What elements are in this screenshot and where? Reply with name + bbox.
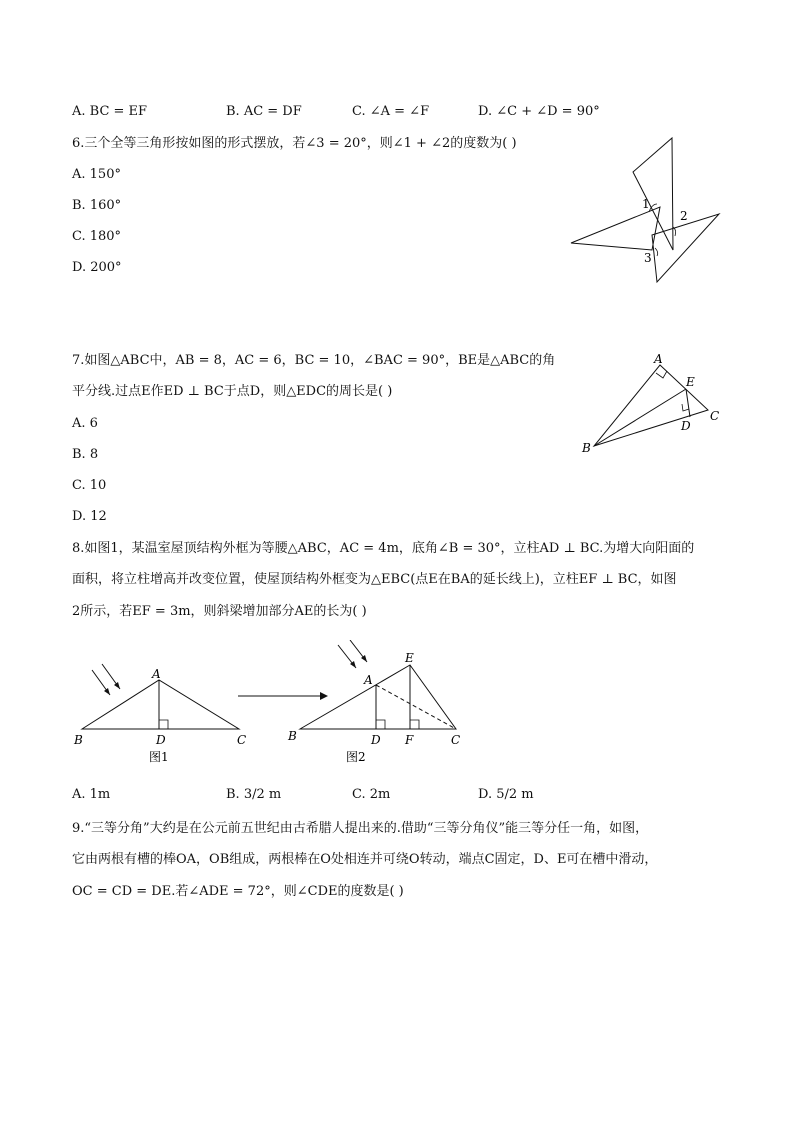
q6-option-d: D. 200° <box>72 260 122 275</box>
q6-label-1: 1 <box>642 197 650 211</box>
q8-fig1-label-d: D <box>156 733 166 747</box>
q9-stem-line3: OC = CD = DE.若∠ADE = 72°，则∠CDE的度数是( ) <box>72 884 404 899</box>
q8-figures <box>70 640 480 770</box>
q7-figure <box>578 348 728 458</box>
q8-option-d: D. 5/2 m <box>478 787 534 802</box>
q7-label-c: C <box>710 409 720 423</box>
q8-fig2-label-d: D <box>371 733 381 747</box>
q7-stem-line1: 7.如图△ABC中，AB = 8，AC = 6，BC = 10，∠BAC = 90°，BE是△ABC的角 <box>72 353 556 368</box>
q8-figure-2 <box>287 640 460 764</box>
q6-triangle-left <box>571 207 660 250</box>
q7-label-a: A <box>654 352 663 366</box>
q8-fig1-label-a: A <box>152 667 161 681</box>
q8-stem-line2: 面积，将立柱增高并改变位置，使屋顶结构外框变为△EBC(点E在BA的延长线上)，立柱EF ⊥ BC，如图 <box>72 572 677 587</box>
q8-figure-1 <box>73 664 246 764</box>
q5-option-c: C. ∠A = ∠F <box>352 104 430 119</box>
q7-label-b: B <box>582 441 591 455</box>
q6-triangle-right <box>652 214 719 282</box>
q5-option-a: A. BC = EF <box>72 104 148 119</box>
q8-fig2-label-f: F <box>405 733 414 747</box>
q8-option-a: A. 1m <box>72 787 111 802</box>
q8-fig2-caption: 图2 <box>346 750 366 764</box>
q8-option-b: B. 3/2 m <box>226 787 282 802</box>
q6-figure <box>565 132 730 287</box>
q8-fig2-label-e: E <box>405 651 414 665</box>
q7-label-e: E <box>686 375 695 389</box>
q6-option-c: C. 180° <box>72 229 122 244</box>
q8-fig1-label-b: B <box>74 733 83 747</box>
q7-option-c: C. 10 <box>72 478 107 493</box>
q8-fig2-label-a: A <box>364 673 373 687</box>
q9-stem-line2: 它由两根有槽的棒OA，OB组成，两根棒在O处相连并可绕O转动，端点C固定，D、E可在槽中滑动， <box>72 852 658 867</box>
q6-label-2: 2 <box>680 209 688 223</box>
q7-option-a: A. 6 <box>72 416 98 431</box>
q5-option-d: D. ∠C + ∠D = 90° <box>478 104 600 119</box>
q8-fig1-caption: 图1 <box>149 750 169 764</box>
q8-fig2-label-b: B <box>288 729 297 743</box>
q8-stem-line1: 8.如图1，某温室屋顶结构外框为等腰△ABC，AC = 4m，底角∠B = 30°，立柱AD ⊥ BC.为增大向阳面的 <box>72 541 695 556</box>
q8-fig2-label-c: C <box>451 733 461 747</box>
q6-option-a: A. 150° <box>72 167 121 182</box>
q8-fig1-label-c: C <box>237 733 247 747</box>
q7-option-d: D. 12 <box>72 509 107 524</box>
q8-stem-line3: 2所示，若EF = 3m，则斜梁增加部分AE的长为( ) <box>72 604 367 619</box>
q6-stem: 6.三个全等三角形按如图的形式摆放，若∠3 = 20°，则∠1 + ∠2的度数为( ) <box>72 136 517 151</box>
q7-label-d: D <box>681 419 691 433</box>
q6-option-b: B. 160° <box>72 198 122 213</box>
q7-option-b: B. 8 <box>72 447 99 462</box>
q5-option-b: B. AC = DF <box>226 104 302 119</box>
q8-option-c: C. 2m <box>352 787 391 802</box>
q6-label-3: 3 <box>644 251 652 265</box>
q7-stem-line2: 平分线.过点E作ED ⊥ BC于点D，则△EDC的周长是( ) <box>72 384 393 399</box>
q6-triangle-top <box>633 138 673 250</box>
q9-stem-line1: 9.“三等分角”大约是在公元前五世纪由古希腊人提出来的.借助“三等分角仪”能三等分任一角，如图， <box>72 821 649 836</box>
